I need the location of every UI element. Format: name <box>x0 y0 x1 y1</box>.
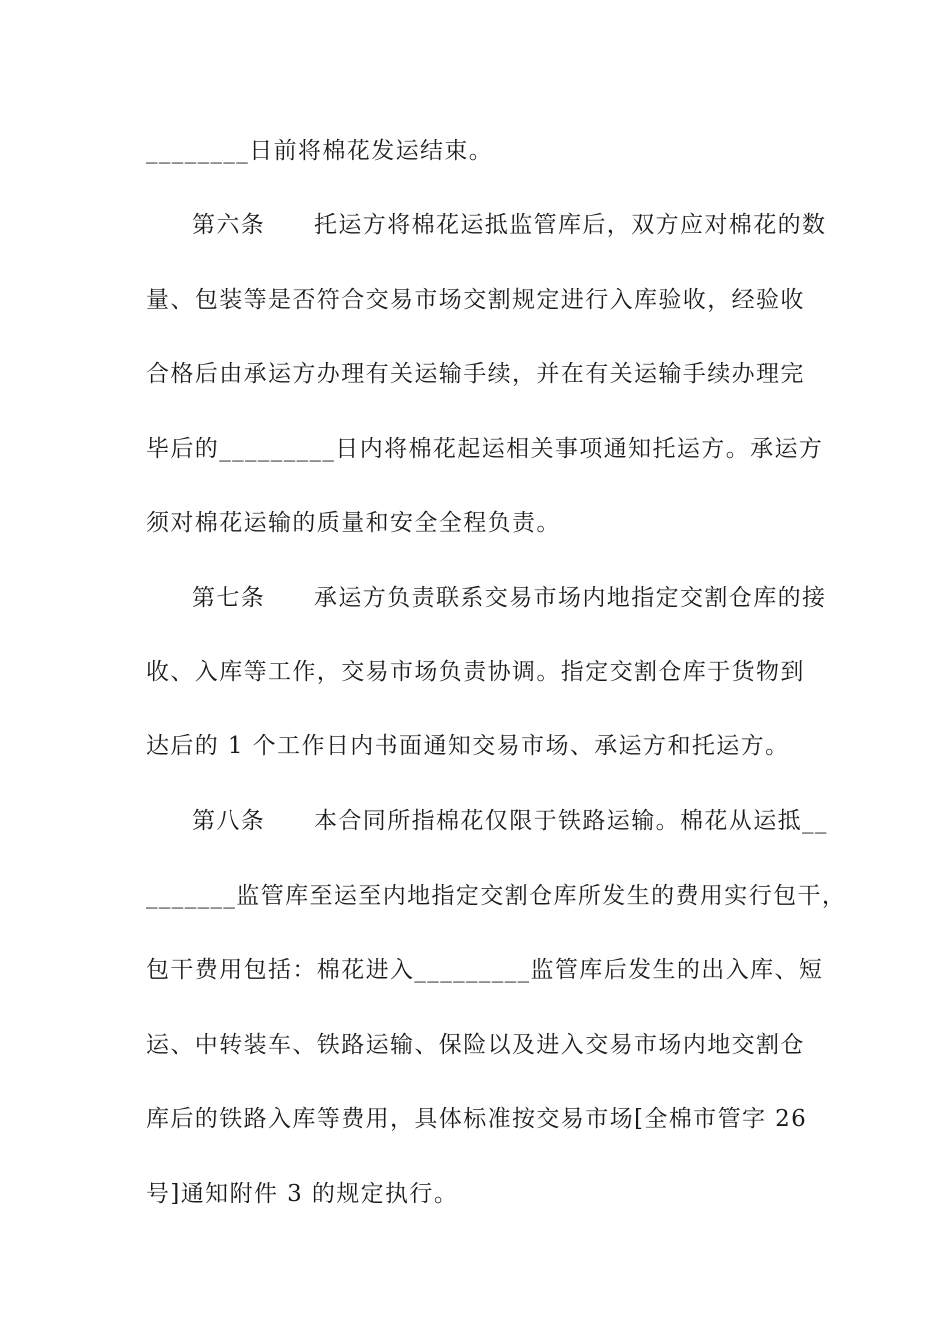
text-line-1: ________日前将棉花发运结束。 <box>146 138 494 164</box>
text-line-15: 号]通知附件 3 的规定执行。 <box>146 1181 459 1207</box>
text-line-14: 库后的铁路入库等费用，具体标准按交易市场[全棉市管字 26 <box>146 1106 808 1132</box>
text-line-3: 量、包装等是否符合交易市场交割规定进行入库验收，经验收 <box>146 287 805 313</box>
article-6-heading-line: 第六条 托运方将棉花运抵监管库后，双方应对棉花的数 <box>192 212 827 238</box>
text-line-9: 达后的 1 个工作日内书面通知交易市场、承运方和托运方。 <box>146 733 790 759</box>
text-line-5: 毕后的_________日内将棉花起运相关事项通知托运方。承运方 <box>146 436 824 462</box>
text-line-6: 须对棉花运输的质量和安全全程负责。 <box>146 510 561 536</box>
text-line-11: _______监管库至运至内地指定交割仓库所发生的费用实行包干， <box>146 883 847 909</box>
text-line-13: 运、中转装车、铁路运输、保险以及进入交易市场内地交割仓 <box>146 1032 805 1058</box>
text-line-8: 收、入库等工作，交易市场负责协调。指定交割仓库于货物到 <box>146 659 805 685</box>
article-7-heading-line: 第七条 承运方负责联系交易市场内地指定交割仓库的接 <box>192 585 827 611</box>
article-8-heading-line: 第八条 本合同所指棉花仅限于铁路运输。棉花从运抵__ <box>192 808 828 834</box>
text-line-4: 合格后由承运方办理有关运输手续，并在有关运输手续办理完 <box>146 361 805 387</box>
text-line-12: 包干费用包括：棉花进入_________监管库后发生的出入库、短 <box>146 957 824 983</box>
